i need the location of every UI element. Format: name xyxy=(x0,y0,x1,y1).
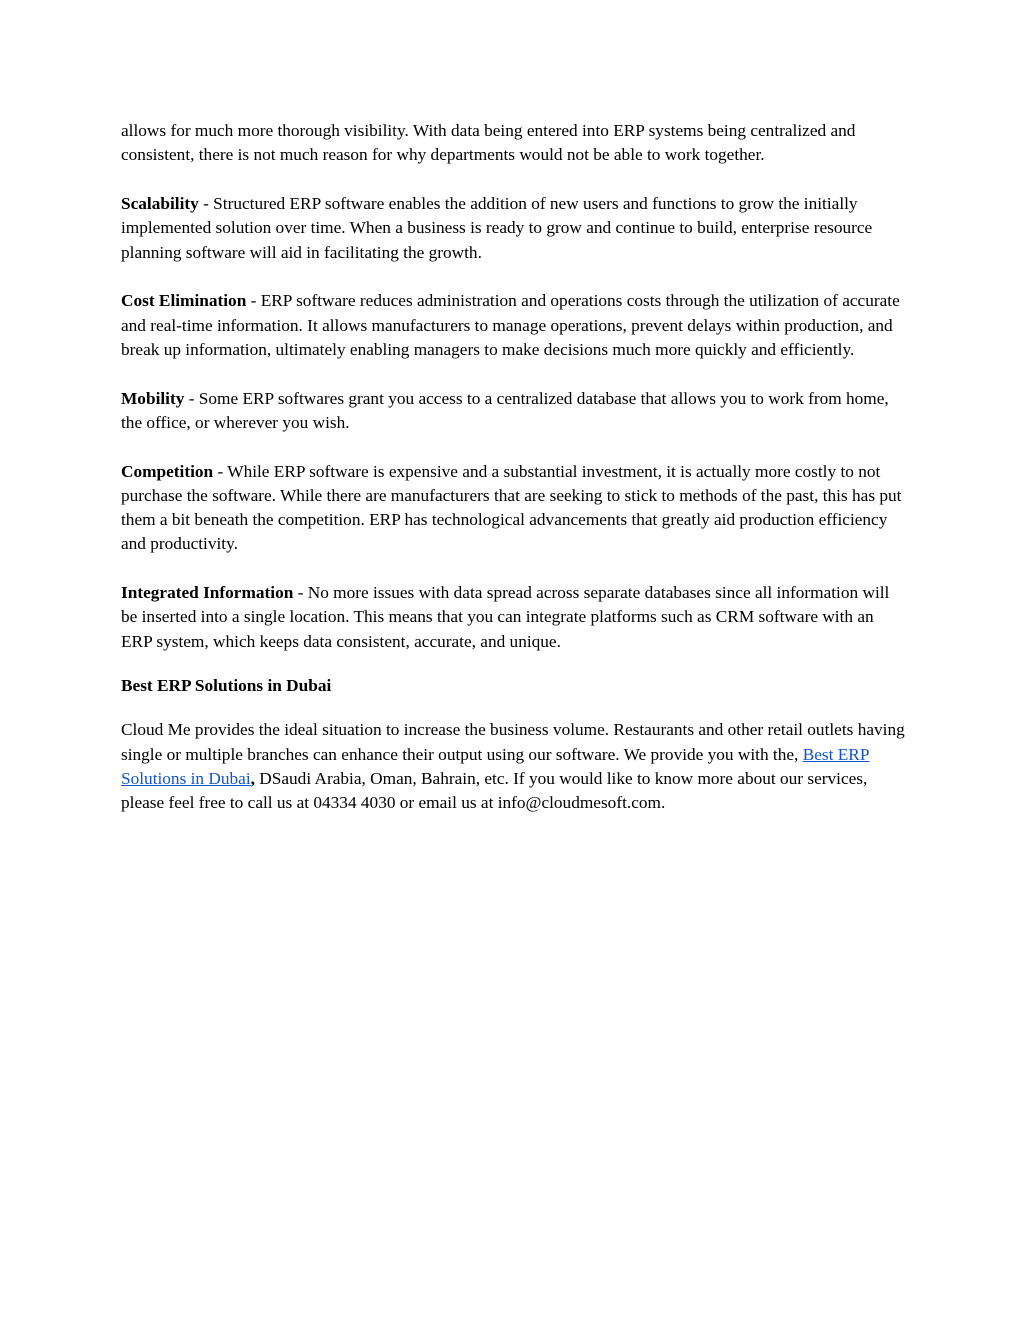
benefit-mobility xyxy=(121,387,907,436)
section-heading xyxy=(121,674,907,698)
section-body xyxy=(121,718,907,815)
benefit-text: - No more issues with data spread across separate databases since all information will be inserted into a single location. This means that you can integrate platforms such as CRM software with an ERP system, which keeps data consistent, accurate, and unique. xyxy=(121,583,890,651)
benefit-term: Cost Elimination xyxy=(121,291,247,311)
benefit-term: Integrated Information xyxy=(121,583,294,603)
benefit-text: - While ERP software is expensive and a substantial investment, it is actually more costly to not purchase the software. While there are manufacturers that are seeking to stick to methods of the past, this has put them a bit beneath the competition. ERP has technological advancements that greatly aid production efficiency and productivity. xyxy=(121,461,902,554)
section-heading-text: Best ERP Solutions in Dubai xyxy=(121,676,332,695)
benefit-text: - Structured ERP software enables the addition of new users and functions to grow the initially implemented solution over time. When a business is ready to grow and continue to build, enterprise resource planning software will aid in facilitating the growth. xyxy=(121,193,873,262)
best-erp-solutions-link[interactable]: Best ERP Solutions in Dubai xyxy=(121,744,870,788)
benefit-integrated-information xyxy=(121,581,907,654)
benefit-term: Scalability xyxy=(121,193,199,213)
benefit-cost-elimination xyxy=(121,289,907,362)
benefit-term: Mobility xyxy=(121,388,185,408)
section-body-after-link: DSaudi Arabia, Oman, Bahrain, etc. If you would like to know more about our services, please feel free to call us at 04334 4030 or email us at info@cloudmesoft.com. xyxy=(121,768,868,813)
document-page xyxy=(121,119,907,840)
section-body-before-link: Cloud Me provides the ideal situation to increase the business volume. Restaurants and other retail outlets having single or multiple branches can enhance their output using our software. We provide you with the, xyxy=(121,720,905,764)
benefit-term: Competition xyxy=(121,461,214,481)
benefit-text: - ERP software reduces administration and operations costs through the utilization of accurate and real-time information. It allows manufacturers to manage operations, prevent delays within production, and break up information, ultimately enabling managers to make decisions much more quickly and efficiently. xyxy=(121,291,900,359)
link-comma: , xyxy=(250,768,255,788)
benefit-scalability xyxy=(121,192,907,265)
intro-paragraph xyxy=(121,119,907,168)
benefit-competition xyxy=(121,460,907,557)
benefit-text: - Some ERP softwares grant you access to a centralized database that allows you to work from home, the office, or wherever you wish. xyxy=(121,388,889,432)
intro-text: allows for much more thorough visibility. With data being entered into ERP systems being centralized and consistent, there is not much reason for why departments would not be able to work together. xyxy=(121,121,856,165)
